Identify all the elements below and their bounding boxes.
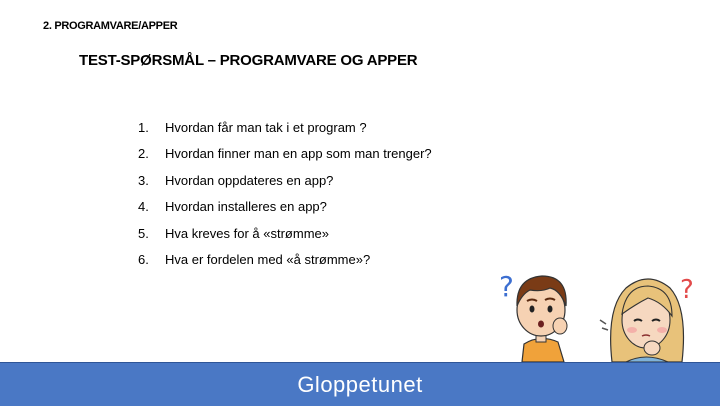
question-item [138,114,432,141]
question-number: 4. [138,199,149,215]
girl-thinking-illustration [596,268,706,362]
question-number: 2. [138,146,149,162]
question-item [138,141,432,168]
question-item [138,247,432,274]
question-list [138,114,432,273]
question-number: 3. [138,172,149,188]
question-mark-icon: ? [499,270,514,303]
footer-text: Gloppetunet [297,371,423,397]
question-text: Hvordan får man tak i et program ? [165,119,367,135]
footer-banner [0,362,720,406]
slide-title: TEST-SPØRSMÅL – PROGRAMVARE OG APPER [79,52,418,69]
question-item [138,220,432,247]
question-item [138,194,432,221]
question-text: Hva kreves for å «strømme» [165,225,329,241]
question-mark-icon: ? [680,275,694,305]
question-text: Hva er fordelen med «å strømme»? [165,252,371,268]
question-number: 6. [138,252,149,268]
question-item [138,167,432,194]
question-text: Hvordan oppdateres en app? [165,172,334,188]
boy-thinking-illustration [494,262,590,362]
question-number: 1. [138,119,149,135]
section-label: 2. PROGRAMVARE/APPER [43,20,178,32]
question-text: Hvordan finner man en app som man trenger? [165,146,432,162]
question-text: Hvordan installeres en app? [165,199,327,215]
question-number: 5. [138,225,149,241]
